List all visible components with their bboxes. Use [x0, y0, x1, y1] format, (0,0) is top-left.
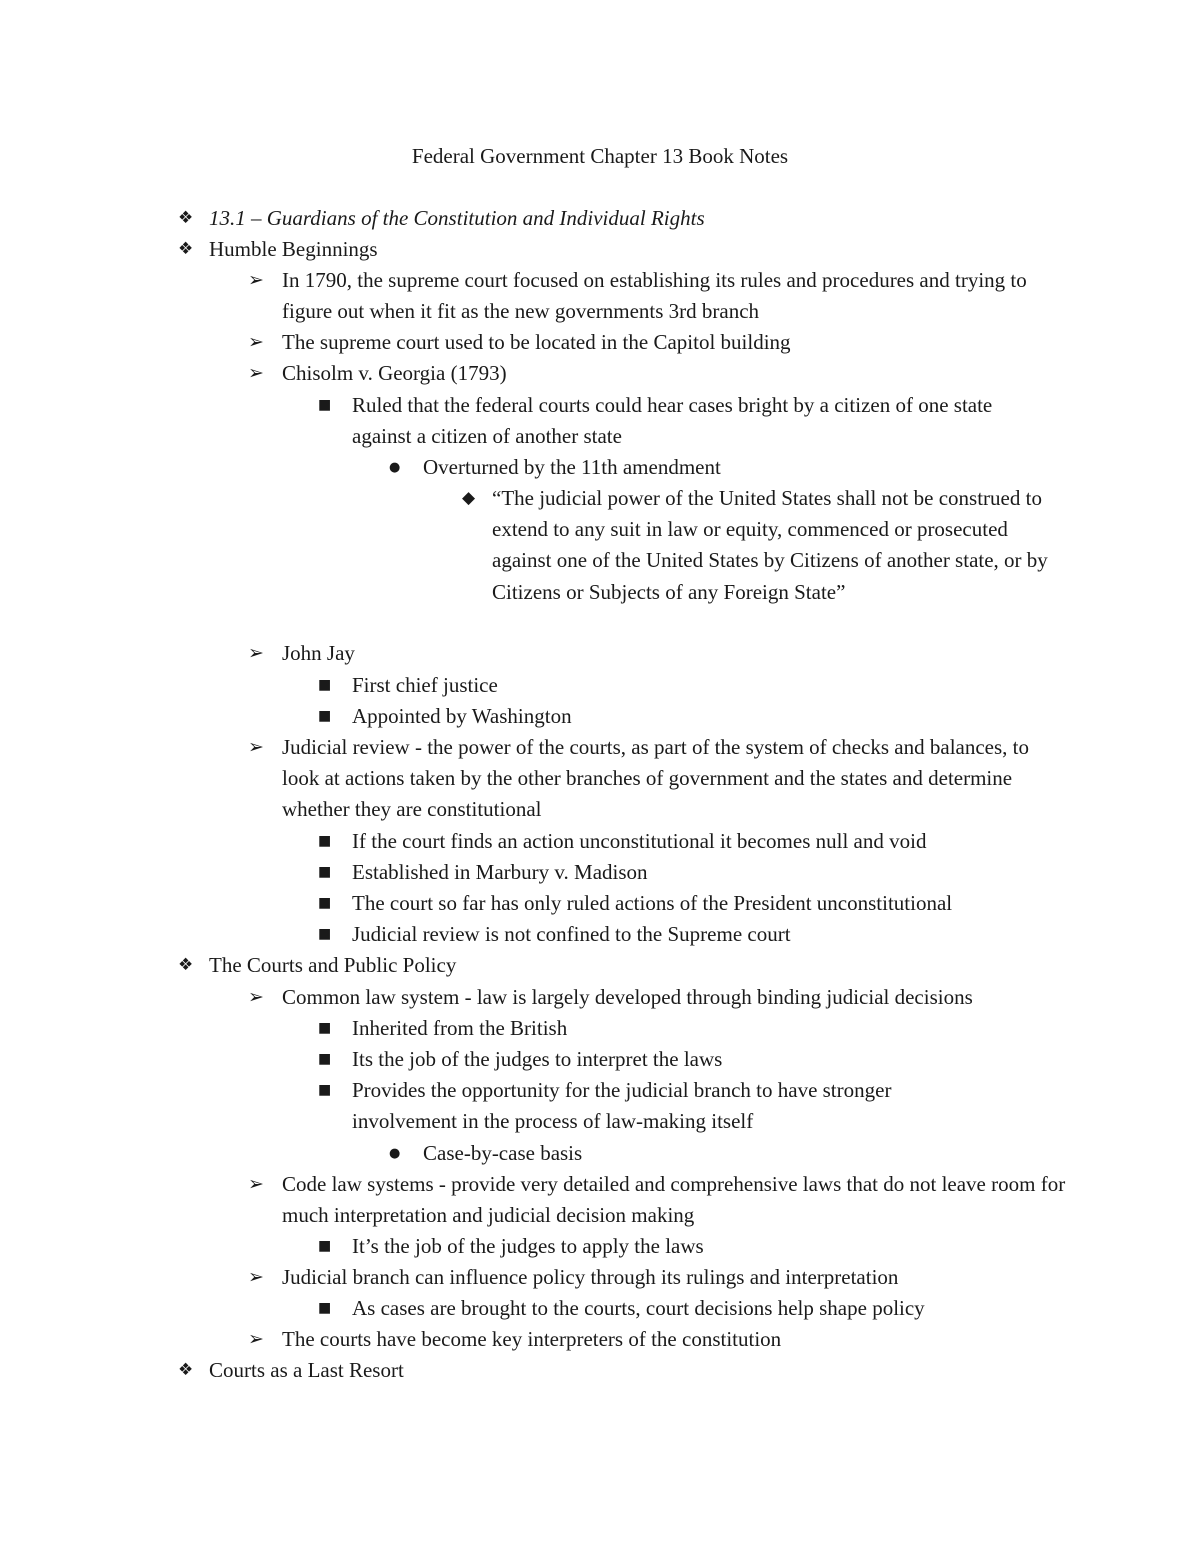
square-bullet-icon: ■ [318, 708, 332, 724]
arrow-bullet-icon: ➢ [248, 1328, 264, 1350]
arrow-bullet-icon: ➢ [248, 1173, 264, 1195]
square-bullet-icon: ■ [318, 1082, 332, 1098]
square-bullet-icon: ■ [318, 864, 332, 880]
list-item-text: Established in Marbury v. Madison [352, 860, 648, 884]
square-bullet-icon: ■ [318, 926, 332, 942]
square-bullet-icon: ■ [318, 1020, 332, 1036]
list-item [318, 888, 1038, 919]
list-item-text: The court so far has only ruled actions of the President unconstitutional [352, 891, 953, 915]
list-item [178, 234, 1078, 265]
list-item-text: Judicial review - the power of the courts, as part of the system of checks and balances, to look at actions taken by the other branches of government and the states and determine whether they are constitutional [282, 735, 1029, 822]
square-bullet-icon: ■ [318, 895, 332, 911]
list-item [248, 732, 1068, 826]
arrow-bullet-icon: ➢ [248, 986, 264, 1008]
list-item [389, 1138, 1039, 1169]
list-item [318, 1231, 1038, 1262]
circle-bullet-icon: ● [389, 1146, 401, 1161]
four-diamond-bullet-icon: ❖ [178, 239, 194, 259]
four-diamond-bullet-icon: ❖ [178, 955, 194, 975]
list-item [389, 452, 1039, 483]
list-item [248, 1169, 1068, 1231]
list-item-text: The courts have become key interpreters of the constitution [282, 1327, 782, 1351]
square-bullet-icon: ■ [318, 833, 332, 849]
list-item [178, 203, 1078, 234]
list-item [318, 1075, 1038, 1137]
list-item-text: Provides the opportunity for the judicial branch to have stronger involvement in the process of law-making itself [352, 1078, 892, 1134]
list-item [248, 1324, 1068, 1355]
list-item [318, 826, 1038, 857]
list-item [318, 670, 1038, 701]
list-item [248, 358, 1068, 389]
square-bullet-icon: ■ [318, 1300, 332, 1316]
square-bullet-icon: ■ [318, 677, 332, 693]
list-item-text: Case-by-case basis [423, 1141, 583, 1165]
circle-bullet-icon: ● [389, 460, 401, 475]
arrow-bullet-icon: ➢ [248, 362, 264, 384]
list-item [178, 950, 1078, 981]
list-item-text: Ruled that the federal courts could hear cases bright by a citizen of one state against a citizen of another state [352, 393, 993, 449]
list-item [248, 265, 1068, 327]
section-heading: Courts as a Last Resort [209, 1358, 404, 1382]
list-item-text: Inherited from the British [352, 1016, 568, 1040]
arrow-bullet-icon: ➢ [248, 736, 264, 758]
arrow-bullet-icon: ➢ [248, 331, 264, 353]
list-item-text: Judicial branch can influence policy through its rulings and interpretation [282, 1265, 899, 1289]
list-item-text: The supreme court used to be located in the Capitol building [282, 330, 791, 354]
square-bullet-icon: ■ [318, 1238, 332, 1254]
list-item [248, 982, 1068, 1013]
list-item [248, 1262, 1068, 1293]
list-item [248, 638, 1068, 669]
diamond-bullet-icon: ◆ [462, 488, 476, 508]
list-item-text: John Jay [282, 641, 355, 665]
four-diamond-bullet-icon: ❖ [178, 1360, 194, 1380]
square-bullet-icon: ■ [318, 1051, 332, 1067]
list-item-text: Code law systems - provide very detailed and comprehensive laws that do not leave room for much interpretation and judicial decision making [282, 1172, 1066, 1228]
list-item-text: First chief justice [352, 673, 498, 697]
list-item [248, 327, 1068, 358]
list-item [318, 1013, 1038, 1044]
arrow-bullet-icon: ➢ [248, 642, 264, 664]
arrow-bullet-icon: ➢ [248, 269, 264, 291]
quote-text: “The judicial power of the United States shall not be construed to extend to any suit in law or equity, commenced or prosecuted against one of the United States by Citizens of another state, or by Citizens or Subjects of any Foreign State” [492, 486, 1048, 604]
list-item-text: Chisolm v. Georgia (1793) [282, 361, 507, 385]
list-item [318, 1044, 1038, 1075]
list-item-text: Common law system - law is largely developed through binding judicial decisions [282, 985, 973, 1009]
list-item-text: Appointed by Washington [352, 704, 572, 728]
list-item-text: In 1790, the supreme court focused on establishing its rules and procedures and trying to figure out when it fit as the new governments 3rd branch [282, 268, 1027, 324]
document-title: Federal Government Chapter 13 Book Notes [411, 144, 789, 168]
list-item [462, 483, 1062, 608]
list-item-text: If the court finds an action unconstitutional it becomes null and void [352, 829, 927, 853]
list-item [318, 1293, 1038, 1324]
arrow-bullet-icon: ➢ [248, 1266, 264, 1288]
four-diamond-bullet-icon: ❖ [178, 208, 194, 228]
section-heading: 13.1 – Guardians of the Constitution and Individual Rights [209, 206, 705, 230]
list-item-text: As cases are brought to the courts, court decisions help shape policy [352, 1296, 925, 1320]
list-item-text: Overturned by the 11th amendment [423, 455, 721, 479]
list-item [318, 857, 1038, 888]
list-item [318, 701, 1038, 732]
list-item [178, 1355, 1078, 1386]
list-item [318, 390, 1038, 452]
section-heading: The Courts and Public Policy [209, 953, 457, 977]
square-bullet-icon: ■ [318, 397, 332, 413]
list-item-text: Its the job of the judges to interpret the laws [352, 1047, 723, 1071]
list-item-text: Judicial review is not confined to the Supreme court [352, 922, 791, 946]
list-item [318, 919, 1038, 950]
list-item-text: It’s the job of the judges to apply the laws [352, 1234, 704, 1258]
section-heading: Humble Beginnings [209, 237, 378, 261]
